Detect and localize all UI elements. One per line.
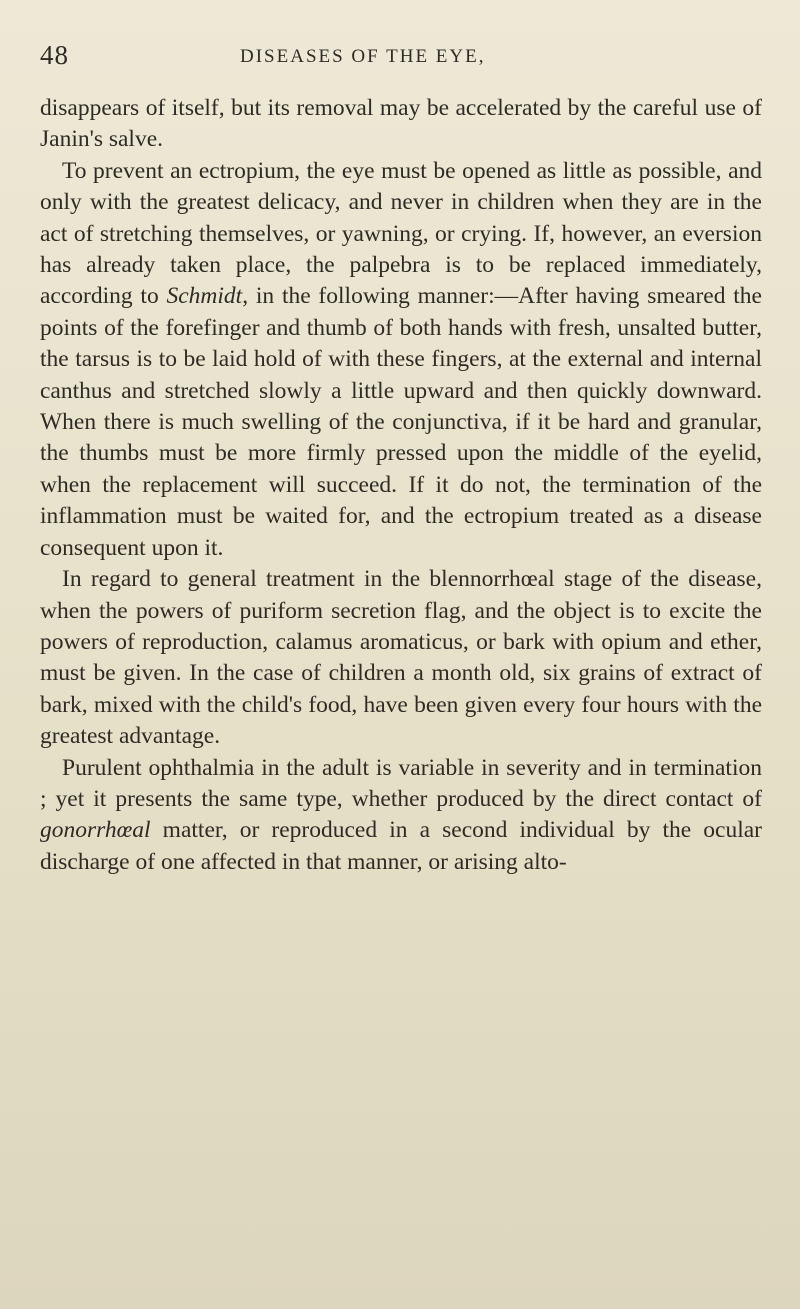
paragraph-text: , in the following manner:—After having smeared the points of the forefinger and thumb of both hands with fresh, unsalted butter, the tarsus is to be laid hold of with these fingers, at the external and internal canthus and stretched slowly a little upward and then quickly downward. When there is much swelling of the conjunctiva, if it be hard and granular, the thumbs must be more firmly pressed upon the middle of the eyelid, when the replacement will succeed. If it do not, the termination of the inflammation must be waited for, and the ectropium treated as a disease consequent upon it. xyxy=(40,283,762,561)
author-name-italic: Schmidt xyxy=(166,283,243,310)
paragraph-text: Purulent ophthalmia in the adult is variable in severity and in termination ; yet it presents the same type, whether produced by the direct contact of xyxy=(40,754,762,812)
page-header xyxy=(40,40,770,80)
paragraph-text: To prevent an ectropium, the eye must be opened as little as possible, and only with the greatest delicacy, and never in children when they are in the act of stretching themselves, or yawning, or crying. If, however, an eversion has already taken place, the palpebra is to be replaced immediately, according to xyxy=(40,157,762,310)
term-italic: gonorrhœal xyxy=(40,817,151,844)
paragraph xyxy=(40,564,762,752)
paragraph xyxy=(40,753,762,879)
body-text xyxy=(40,93,762,878)
page-number: 48 xyxy=(40,40,69,70)
paragraph-text: matter, or reproduced in a second individual by the ocular discharge of one affected in that manner, or arising alto- xyxy=(40,817,762,875)
paragraph xyxy=(40,156,762,564)
running-title: DISEASES OF THE EYE, xyxy=(240,46,486,67)
paragraph-text: disappears of itself, but its removal may be accelerated by the careful use of Janin's salve. xyxy=(40,95,762,153)
paragraph-text: In regard to general treatment in the blennorrhœal stage of the disease, when the powers of puriform secretion flag, and the object is to excite the powers of reproduction, calamus aromaticus, or bark with opium and ether, must be given. In the case of children a month old, six grains of extract of bark, mixed with the child's food, have been given every four hours with the greatest advantage. xyxy=(40,566,762,750)
paragraph xyxy=(40,93,762,156)
